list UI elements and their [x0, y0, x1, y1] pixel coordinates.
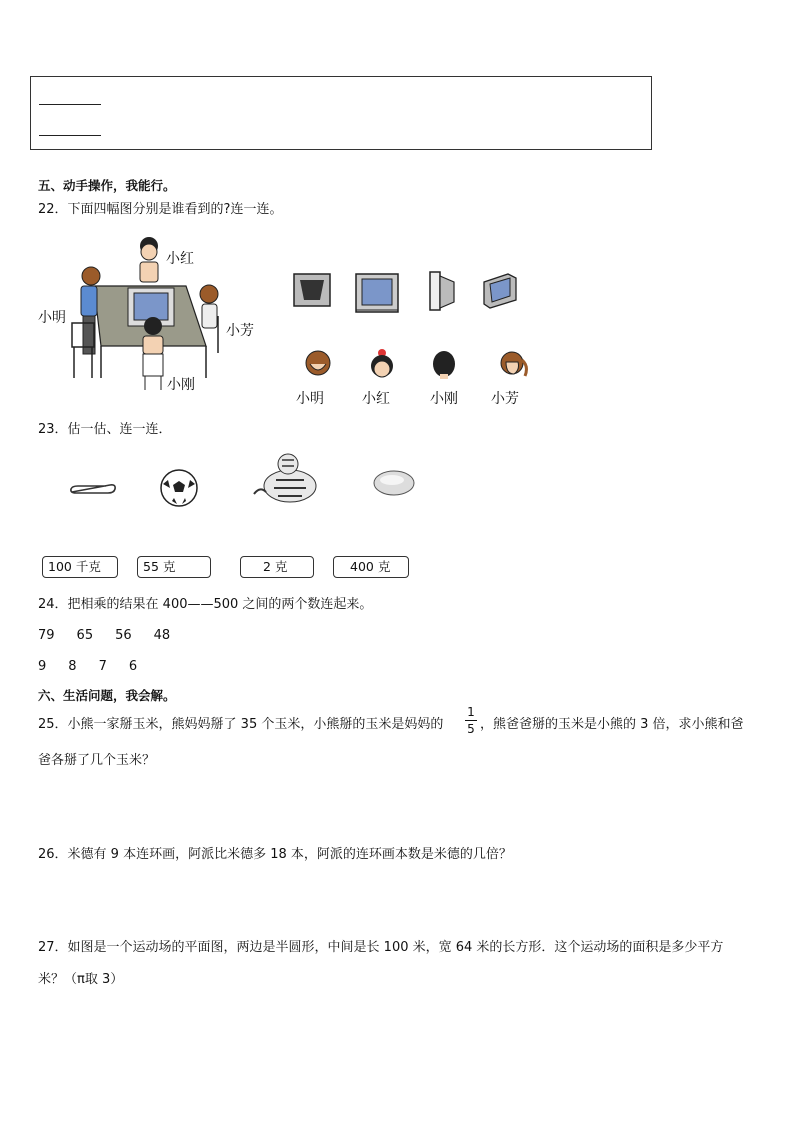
number-56[interactable]: 56: [115, 628, 132, 643]
section-5-title: 五、动手操作，我能行。: [38, 178, 176, 193]
number-row-1: [38, 628, 170, 644]
question-25-line1-b: ，熊爸爸掰的玉米是小熊的 3 倍，求小熊和爸: [480, 717, 744, 732]
question-24: 24．把相乘的结果在 400——500 之间的两个数连起来。: [38, 597, 373, 612]
scene-label-xiaogang: 小刚: [167, 377, 195, 393]
monitor-view-2-image[interactable]: [354, 272, 400, 314]
head-label-1: 小明: [296, 391, 324, 407]
number-7[interactable]: 7: [98, 659, 107, 674]
scene-label-xiaofang: 小芳: [226, 323, 254, 339]
monitor-view-1-image[interactable]: [292, 272, 332, 308]
fraction-one-fifth: [465, 705, 477, 736]
number-48[interactable]: 48: [153, 628, 171, 643]
question-22: 22．下面四幅图分别是谁看到的?连一连。: [38, 202, 283, 217]
egg-icon[interactable]: [372, 468, 418, 498]
soccer-ball-icon[interactable]: [158, 468, 200, 508]
head-label-2: 小红: [362, 391, 390, 407]
scene-label-xiaoming: 小明: [38, 310, 66, 326]
question-26: 26．米德有 9 本连环画，阿派比米德多 18 本，阿派的连环画本数是米德的几倍？: [38, 847, 512, 862]
section-6-title: 六、生活问题，我会解。: [38, 688, 176, 703]
weight-box-400g[interactable]: 400 克: [333, 556, 409, 578]
scene-label-xiaohong: 小红: [166, 251, 194, 267]
question-27-line2: 米？（π取 3）: [38, 972, 124, 987]
question-23: 23．估一估、连一连．: [38, 422, 172, 437]
weight-box-55g[interactable]: 55 克: [137, 556, 211, 578]
question-25-line2: 爸各掰了几个玉米？: [38, 753, 156, 768]
monitor-view-4-image[interactable]: [480, 270, 520, 310]
fraction-denominator: 5: [467, 722, 475, 736]
question-25-line1-a: 25．小熊一家掰玉米，熊妈妈掰了 35 个玉米，小熊掰的玉米是妈妈的: [38, 717, 444, 732]
head-label-3: 小刚: [430, 391, 458, 407]
answer-blank-1[interactable]: [39, 104, 101, 105]
number-65[interactable]: 65: [76, 628, 94, 643]
weight-box-100kg[interactable]: 100 千克: [42, 556, 118, 578]
paperclip-icon[interactable]: [66, 480, 118, 498]
head-label-4: 小芳: [491, 391, 519, 407]
fraction-numerator: 1: [467, 705, 475, 719]
number-8[interactable]: 8: [68, 659, 77, 674]
answer-box: [30, 76, 652, 150]
xiaohong-head-icon: [368, 348, 396, 380]
answer-blank-2[interactable]: [39, 135, 101, 136]
weight-box-2g[interactable]: 2 克: [240, 556, 314, 578]
number-79[interactable]: 79: [38, 628, 55, 643]
xiaogang-head-icon: [430, 348, 458, 380]
monitor-view-3-image[interactable]: [428, 270, 456, 312]
number-6[interactable]: 6: [128, 659, 138, 674]
classroom-scene-image: [36, 228, 266, 398]
xiaofang-head-icon: [498, 348, 530, 380]
xiaoming-head-icon: [304, 348, 332, 378]
tiger-icon[interactable]: [246, 450, 320, 506]
question-27-line1: 27．如图是一个运动场的平面图，两边是半圆形，中间是长 100 米，宽 64 米的长方形．这个运动场的面积是多少平方: [38, 940, 724, 955]
number-row-2: [38, 659, 137, 675]
number-9[interactable]: 9: [38, 659, 47, 674]
